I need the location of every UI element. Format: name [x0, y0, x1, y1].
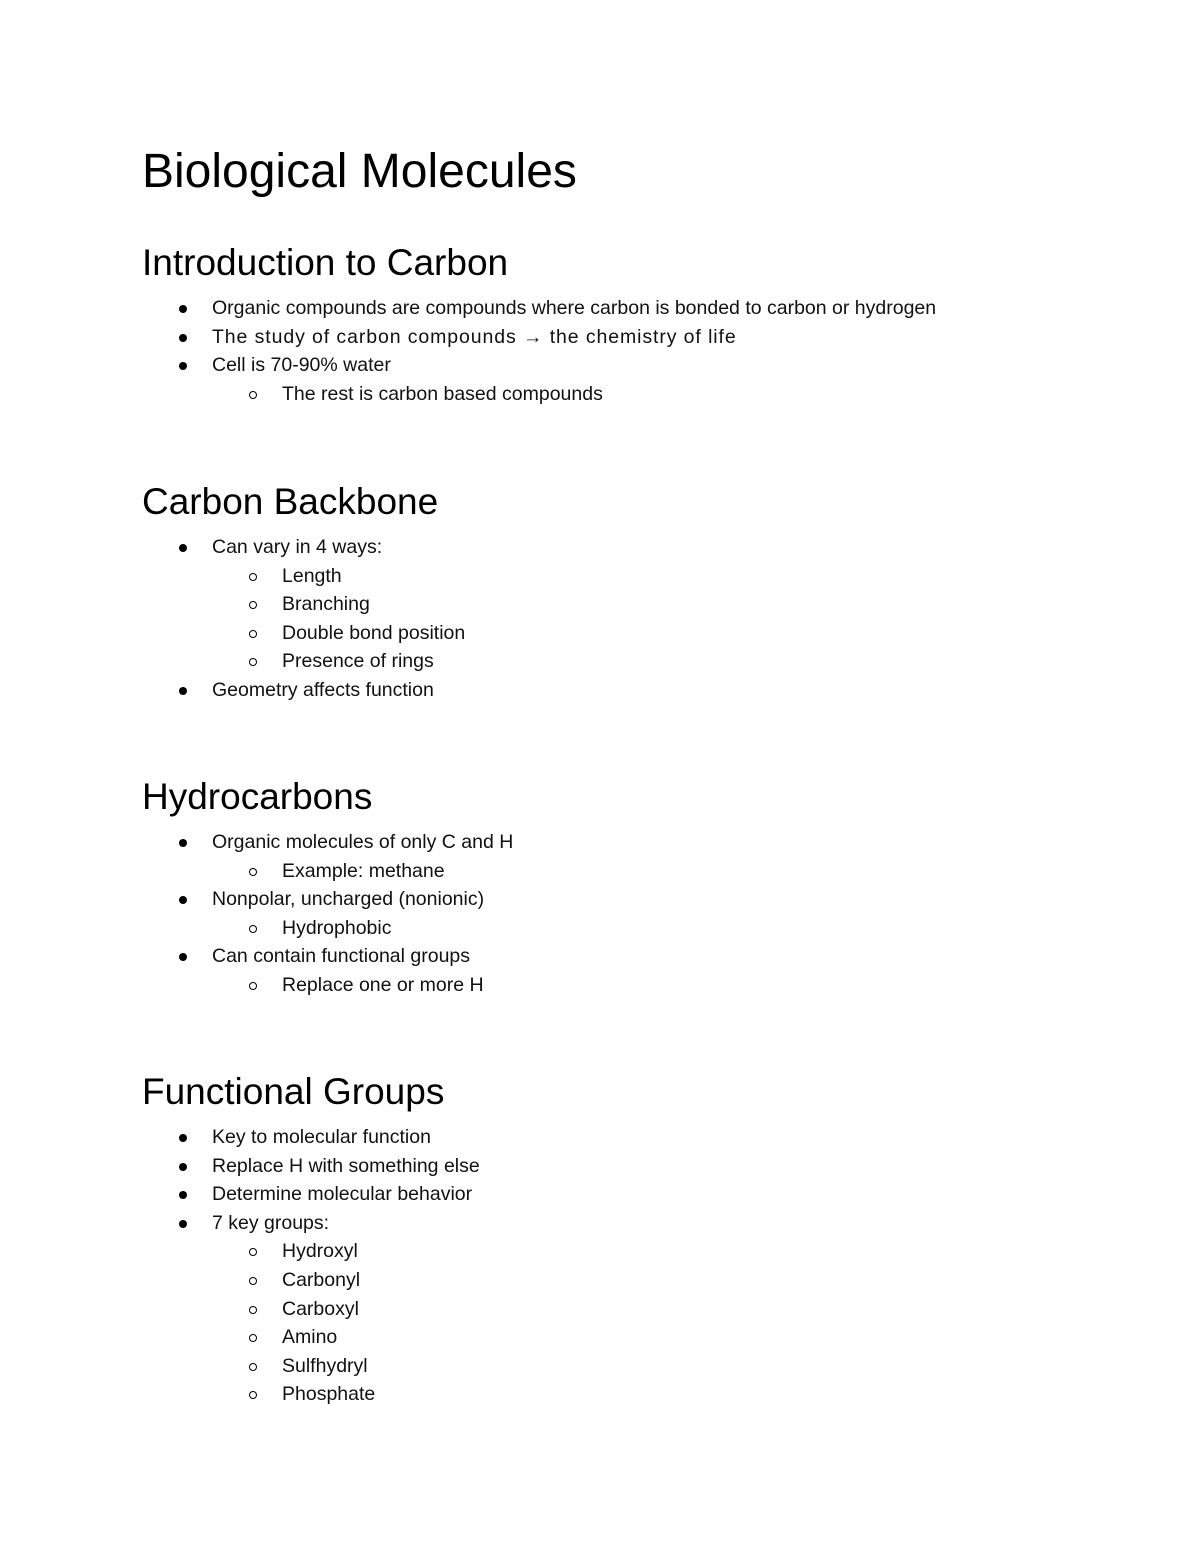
list-item-text: Phosphate — [282, 1383, 376, 1406]
list-item — [142, 1123, 1142, 1152]
list-item — [142, 885, 1142, 914]
hollow-bullet-icon — [249, 601, 257, 609]
list-item-text: Presence of rings — [282, 650, 434, 673]
section-hydrocarbons — [142, 774, 1142, 1000]
bullet-list — [142, 294, 1142, 408]
filled-bullet-icon — [179, 362, 187, 370]
hollow-bullet-icon — [249, 573, 257, 581]
hollow-bullet-icon — [249, 1248, 257, 1256]
list-item — [142, 351, 1142, 380]
list-item — [142, 533, 1142, 562]
bullet-list — [142, 1123, 1142, 1409]
filled-bullet-icon — [179, 1134, 187, 1142]
list-item — [142, 294, 1142, 323]
list-item — [142, 942, 1142, 971]
list-item-text: Replace H with something else — [212, 1154, 480, 1177]
section-heading: Introduction to Carbon — [142, 242, 509, 283]
list-item-text: Organic compounds are compounds where carbon is bonded to carbon or hydrogen — [212, 297, 937, 319]
sub-list-item — [142, 1352, 1142, 1381]
list-item-text: Example: methane — [282, 859, 445, 882]
list-item-text: Geometry affects function — [212, 678, 434, 701]
bullet-list — [142, 828, 1142, 1000]
sub-list-item — [142, 1380, 1142, 1409]
list-item-text: Replace one or more H — [282, 973, 484, 996]
list-item — [142, 676, 1142, 705]
section-heading: Functional Groups — [142, 1071, 445, 1112]
sub-list-item — [142, 857, 1142, 886]
hollow-bullet-icon — [249, 982, 257, 990]
list-item-text: The rest is carbon based compounds — [282, 382, 603, 405]
list-item-text: Branching — [282, 593, 370, 616]
list-item — [142, 323, 1142, 352]
filled-bullet-icon — [179, 1220, 187, 1228]
filled-bullet-icon — [179, 1191, 187, 1199]
filled-bullet-icon — [179, 953, 187, 961]
section-heading: Hydrocarbons — [142, 776, 373, 817]
hollow-bullet-icon — [249, 630, 257, 638]
filled-bullet-icon — [179, 305, 187, 313]
list-item-text: Cell is 70-90% water — [212, 354, 391, 377]
list-item-text: Double bond position — [282, 621, 466, 644]
hollow-bullet-icon — [249, 1334, 257, 1342]
hollow-bullet-icon — [249, 1391, 257, 1399]
hollow-bullet-icon — [249, 925, 257, 933]
sub-list-item — [142, 647, 1142, 676]
list-item-text: Hydroxyl — [282, 1240, 358, 1263]
list-item-text: Length — [282, 564, 342, 587]
filled-bullet-icon — [179, 839, 187, 847]
section-introduction-to-carbon — [142, 240, 1142, 408]
hollow-bullet-icon — [249, 658, 257, 666]
filled-bullet-icon — [179, 896, 187, 904]
sub-list-item — [142, 1323, 1142, 1352]
section-functional-groups — [142, 1069, 1142, 1409]
list-item-text: The study of carbon compounds → the chemistry of life — [212, 325, 737, 348]
section-carbon-backbone — [142, 479, 1142, 705]
list-item — [142, 1180, 1142, 1209]
filled-bullet-icon — [179, 1163, 187, 1171]
hollow-bullet-icon — [249, 1306, 257, 1314]
list-item-text: Carboxyl — [282, 1297, 359, 1320]
hollow-bullet-icon — [249, 868, 257, 876]
sub-list-item — [142, 971, 1142, 1000]
list-item-text: Determine molecular behavior — [212, 1183, 473, 1206]
sub-list-item — [142, 1237, 1142, 1266]
filled-bullet-icon — [179, 334, 187, 342]
sub-list-item — [142, 562, 1142, 591]
list-item-text: Carbonyl — [282, 1268, 361, 1291]
list-item-text: Can contain functional groups — [212, 945, 471, 968]
list-item-text: Key to molecular function — [212, 1126, 431, 1148]
list-item — [142, 828, 1142, 857]
list-item-text: Nonpolar, uncharged (nonionic) — [212, 888, 485, 911]
sub-list-item — [142, 1266, 1142, 1295]
filled-bullet-icon — [179, 544, 187, 552]
list-item-text: Amino — [282, 1326, 338, 1349]
hollow-bullet-icon — [249, 391, 257, 399]
hollow-bullet-icon — [249, 1277, 257, 1285]
list-item-text: Organic molecules of only C and H — [212, 831, 514, 853]
list-item — [142, 1209, 1142, 1238]
hollow-bullet-icon — [249, 1363, 257, 1371]
list-item — [142, 1152, 1142, 1181]
sub-list-item — [142, 380, 1142, 409]
sub-list-item — [142, 1295, 1142, 1324]
sub-list-item — [142, 590, 1142, 619]
section-heading: Carbon Backbone — [142, 481, 439, 522]
sub-list-item — [142, 914, 1142, 943]
list-item-text: Hydrophobic — [282, 916, 392, 939]
filled-bullet-icon — [179, 687, 187, 695]
list-item-text: Sulfhydryl — [282, 1354, 368, 1377]
bullet-list — [142, 533, 1142, 705]
sub-list-item — [142, 619, 1142, 648]
list-item-text: 7 key groups: — [212, 1211, 330, 1234]
document-title: Biological Molecules — [142, 145, 577, 198]
list-item-text: Can vary in 4 ways: — [212, 536, 383, 558]
